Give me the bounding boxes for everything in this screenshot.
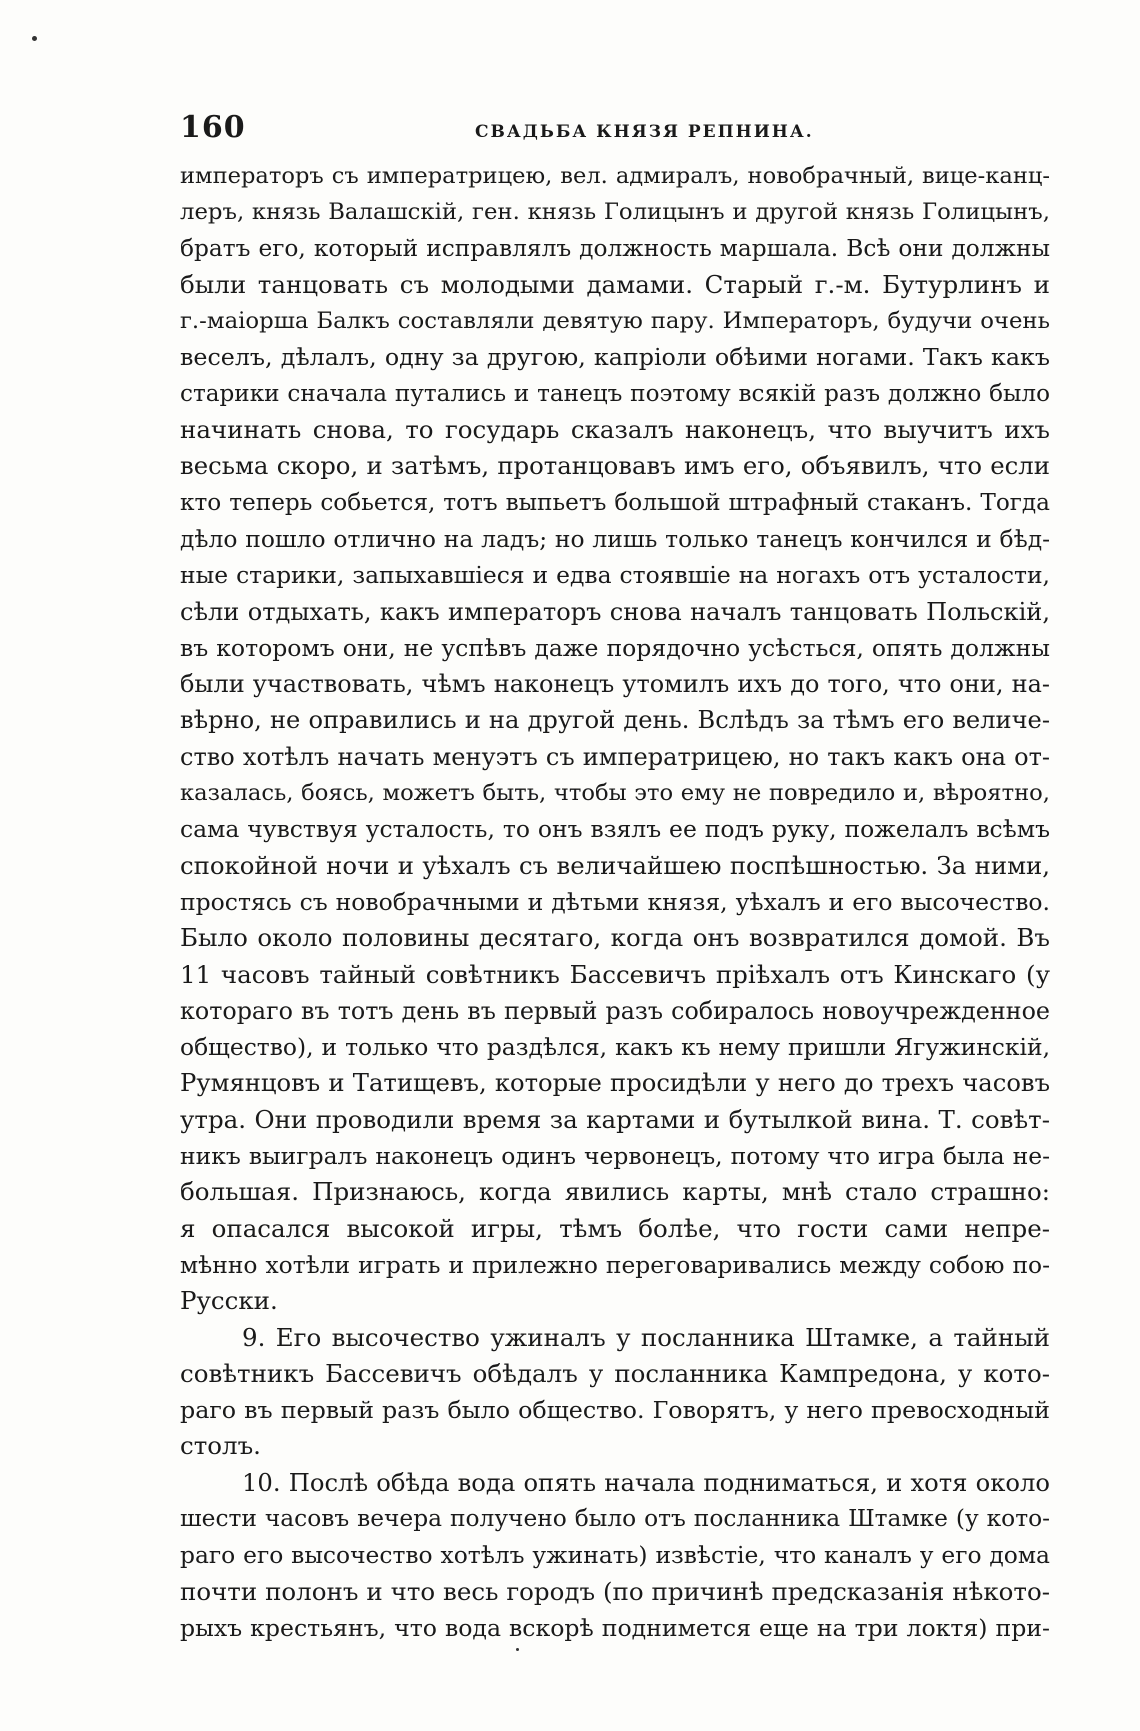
text-line: большая. Признаюсь, когда явились карты, мнѣ стало страшно: <box>180 1177 1050 1207</box>
text-line: рыхъ крестьянъ, что вода вскорѣ поднимется еще на три локтя) при- <box>180 1613 1050 1642</box>
scan-speck <box>516 1648 519 1651</box>
page-header <box>180 110 1050 150</box>
running-title: СВАДЬБА КНЯЗЯ РЕПНИНА. <box>475 122 814 142</box>
text-line: вѣрно, не оправились и на другой день. Вслѣдъ за тѣмъ его величе- <box>180 706 1050 735</box>
text-line: ные старики, запыхавшіеся и едва стоявшіе на ногахъ отъ усталости, <box>180 561 1050 590</box>
scan-speck <box>32 36 37 41</box>
text-line: старики сначала путались и танецъ поэтому всякій разъ должно было <box>180 380 1050 407</box>
text-line: дѣло пошло отлично на ладъ; но лишь только танецъ кончился и бѣд- <box>180 524 1050 553</box>
text-line: императоръ съ императрицею, вел. адмиралъ, новобрачный, вице-канц- <box>180 163 1050 189</box>
text-line: раго его высочество хотѣлъ ужинать) извѣстіе, что каналъ у его дома <box>180 1541 1050 1570</box>
text-line: братъ его, который исправлялъ должность маршала. Всѣ они должны <box>180 234 1050 262</box>
page-number: 160 <box>180 110 246 145</box>
text-line: спокойной ночи и уѣхалъ съ величайшею поспѣшностью. За ними, <box>180 850 1050 880</box>
paragraph-start-line: 10. Послѣ обѣда вода опять начала подниматься, и хотя около <box>242 1467 1050 1497</box>
text-line: ство хотѣлъ начать менуэтъ съ императрицею, но такъ какъ она от- <box>180 742 1050 771</box>
text-line: кто теперь собьется, тотъ выпьетъ большой штрафный стаканъ. Тогда <box>180 488 1050 516</box>
text-line: сама чувствуя усталость, то онъ взялъ ее подъ руку, пожелалъ всѣмъ <box>180 815 1050 844</box>
text-line: Румянцовъ и Татищевъ, которые просидѣли у него до трехъ часовъ <box>180 1068 1050 1098</box>
text-line: я опасался высокой игры, тѣмъ болѣе, что гости сами непре- <box>180 1213 1050 1243</box>
text-line: сѣли отдыхать, какъ императоръ снова началъ танцовать Польскій, <box>180 597 1050 626</box>
text-line: были танцовать съ молодыми дамами. Старый г.-м. Бутурлинъ и <box>180 269 1050 299</box>
text-line: совѣтникъ Бассевичъ обѣдалъ у посланника Кампредона, у кото- <box>180 1358 1050 1388</box>
paragraph-start-line: 9. Его высочество ужиналъ у посланника Штамке, а тайный <box>242 1322 1050 1352</box>
text-line: въ которомъ они, не успѣвъ даже порядочно усѣсться, опять должны <box>180 633 1050 662</box>
body-text <box>180 158 1050 1646</box>
text-line: 11 часовъ тайный совѣтникъ Бассевичъ пріѣхалъ отъ Кинскаго (у <box>180 959 1050 989</box>
text-line: Русски. <box>180 1286 278 1316</box>
text-line: никъ выигралъ наконецъ одинъ червонецъ, потому что игра была не- <box>180 1142 1050 1171</box>
text-line: были участвовать, чѣмъ наконецъ утомилъ ихъ до того, что они, на- <box>180 670 1050 699</box>
text-line: общество), и только что раздѣлся, какъ къ нему пришли Ягужинскій, <box>180 1033 1050 1062</box>
text-line: простясь съ новобрачными и дѣтьми князя, уѣхалъ и его высочество. <box>180 887 1050 916</box>
text-line: г.-маіорша Балкъ составляли девятую пару. Императоръ, будучи очень <box>180 308 1050 335</box>
text-line: шести часовъ вечера получено было отъ посланника Штамке (у кото- <box>180 1504 1050 1532</box>
text-line: раго въ первый разъ было общество. Говорятъ, у него превосходный <box>180 1396 1050 1425</box>
text-line: начинать снова, то государь сказалъ наконецъ, что выучитъ ихъ <box>180 415 1050 445</box>
text-line: Было около половины десятаго, когда онъ возвратился домой. Въ <box>180 923 1050 953</box>
text-line: весьма скоро, и затѣмъ, протанцовавъ имъ его, объявилъ, что если <box>180 451 1050 481</box>
text-line: веселъ, дѣлалъ, одну за другою, капріоли обѣими ногами. Такъ какъ <box>180 343 1050 372</box>
text-line: мѣнно хотѣли играть и прилежно переговаривались между собою по- <box>180 1250 1050 1279</box>
text-line: столъ. <box>180 1431 261 1461</box>
text-line: котораго въ тотъ день въ первый разъ собиралось новоучрежденное <box>180 996 1050 1025</box>
text-line: утра. Они проводили время за картами и бутылкой вина. Т. совѣт- <box>180 1104 1050 1134</box>
text-line: казалась, боясь, можетъ быть, чтобы это ему не повредило и, вѣроятно, <box>180 780 1050 807</box>
text-line: леръ, князь Валашскій, ген. князь Голицынъ и другой князь Голицынъ, <box>180 199 1050 226</box>
text-line: почти полонъ и что весь городъ (по причинѣ предсказанія нѣкото- <box>180 1576 1050 1606</box>
